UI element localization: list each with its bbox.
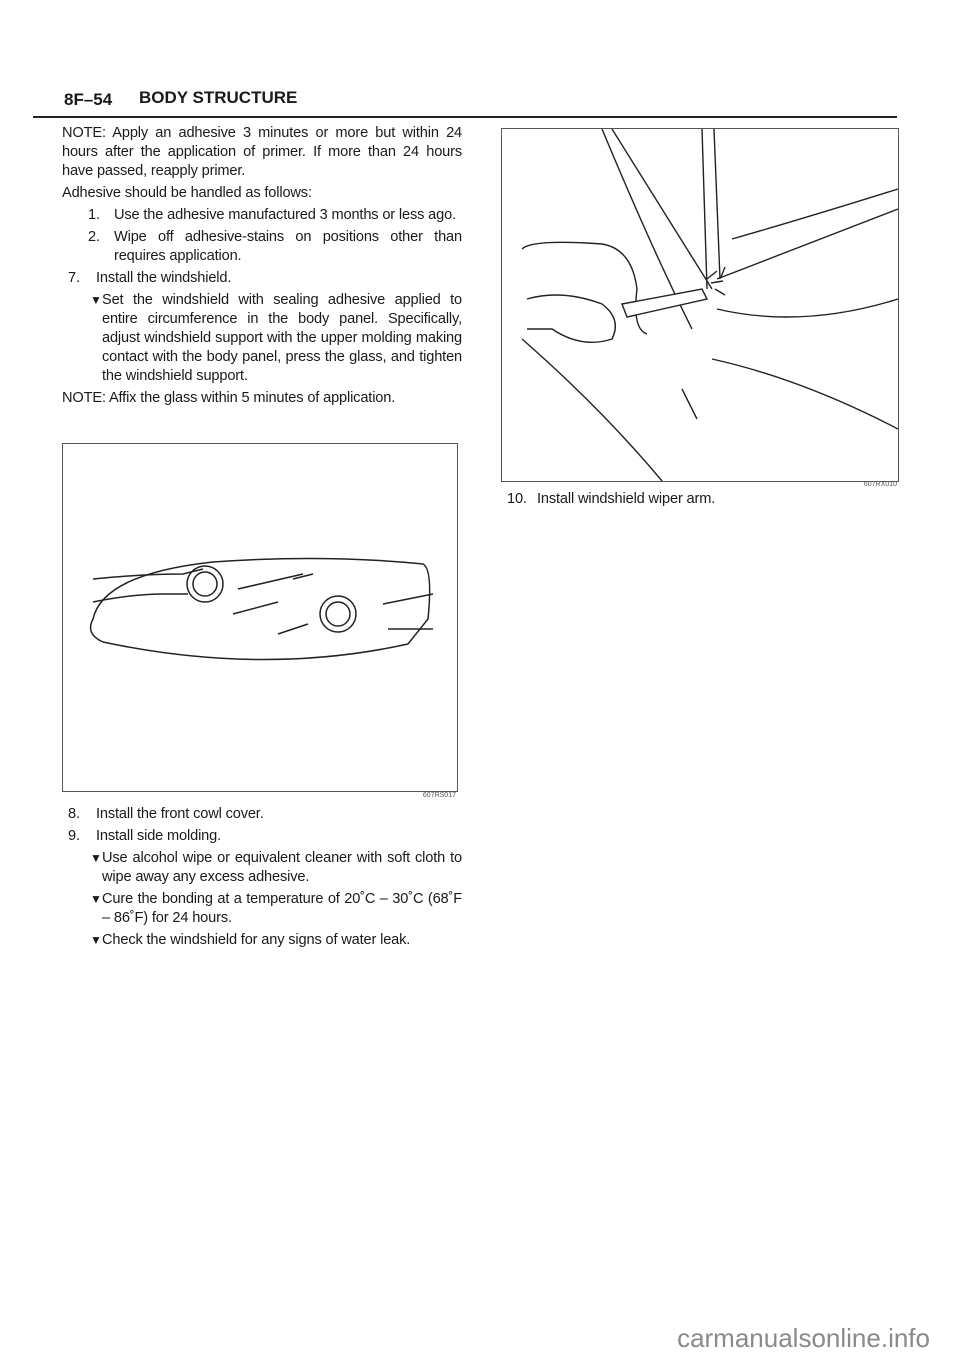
bullet-item bbox=[90, 849, 462, 887]
bullet-text: Set the windshield with sealing adhesive applied to entire circumference in the body panel. Specifically, adjust windshield support with the upper molding making contact with the body panel, press the glass, and tighten the windshield support. bbox=[102, 292, 462, 384]
bullet-text: Use alcohol wipe or equivalent cleaner with soft cloth to wipe away any excess adhesive. bbox=[102, 850, 462, 885]
step-10 bbox=[507, 490, 907, 509]
watermark: carmanualsonline.info bbox=[677, 1323, 930, 1353]
step-number: 8. bbox=[68, 806, 80, 822]
figure-caption: 607RX010 bbox=[863, 481, 897, 488]
triangle-bullet-icon: ▼ bbox=[90, 933, 102, 947]
windshield-illustration bbox=[63, 444, 457, 791]
figure-windshield-install bbox=[62, 443, 458, 792]
bullet-text: Check the windshield for any signs of water leak. bbox=[102, 932, 411, 948]
section-number: 8F–54 bbox=[64, 90, 113, 109]
bullet-item bbox=[90, 291, 462, 386]
note-affix: NOTE: Affix the glass within 5 minutes of application. bbox=[62, 390, 396, 406]
step-text: Install windshield wiper arm. bbox=[537, 491, 716, 507]
cleaning-illustration bbox=[502, 129, 898, 481]
header-rule bbox=[33, 116, 897, 118]
step-text: Install the windshield. bbox=[96, 270, 232, 286]
left-column bbox=[62, 124, 462, 411]
triangle-bullet-icon: ▼ bbox=[90, 293, 102, 307]
item-text: Wipe off adhesive-stains on positions other than requires application. bbox=[114, 229, 462, 264]
left-column-lower bbox=[62, 805, 462, 953]
step-text: Install side molding. bbox=[96, 828, 222, 844]
page-title: BODY STRUCTURE bbox=[139, 88, 298, 107]
step-text: Install the front cowl cover. bbox=[96, 806, 264, 822]
item-text: Use the adhesive manufactured 3 months or less ago. bbox=[114, 207, 456, 223]
step-number: 9. bbox=[68, 828, 80, 844]
adhesive-intro: Adhesive should be handled as follows: bbox=[62, 185, 312, 201]
right-column bbox=[507, 490, 907, 512]
figure-adhesive-cleaning bbox=[501, 128, 899, 482]
bullet-item bbox=[90, 890, 462, 928]
list-item bbox=[62, 228, 462, 266]
figure-caption: 607RS017 bbox=[422, 792, 456, 799]
triangle-bullet-icon: ▼ bbox=[90, 851, 102, 865]
step-8 bbox=[68, 805, 462, 824]
step-7 bbox=[68, 269, 462, 288]
bullet-text: Cure the bonding at a temperature of 20˚C – 30˚C (68˚F – 86˚F) for 24 hours. bbox=[102, 891, 462, 926]
bullet-item bbox=[90, 931, 462, 950]
item-number: 1. bbox=[88, 207, 100, 223]
note-primer: NOTE: Apply an adhesive 3 minutes or more but within 24 hours after the application of primer. If more than 24 hours have passed, reapply primer. bbox=[62, 125, 462, 179]
triangle-bullet-icon: ▼ bbox=[90, 892, 102, 906]
step-number: 7. bbox=[68, 270, 80, 286]
item-number: 2. bbox=[88, 229, 100, 245]
list-item bbox=[62, 206, 462, 225]
step-9 bbox=[68, 827, 462, 846]
step-number: 10. bbox=[507, 491, 527, 507]
